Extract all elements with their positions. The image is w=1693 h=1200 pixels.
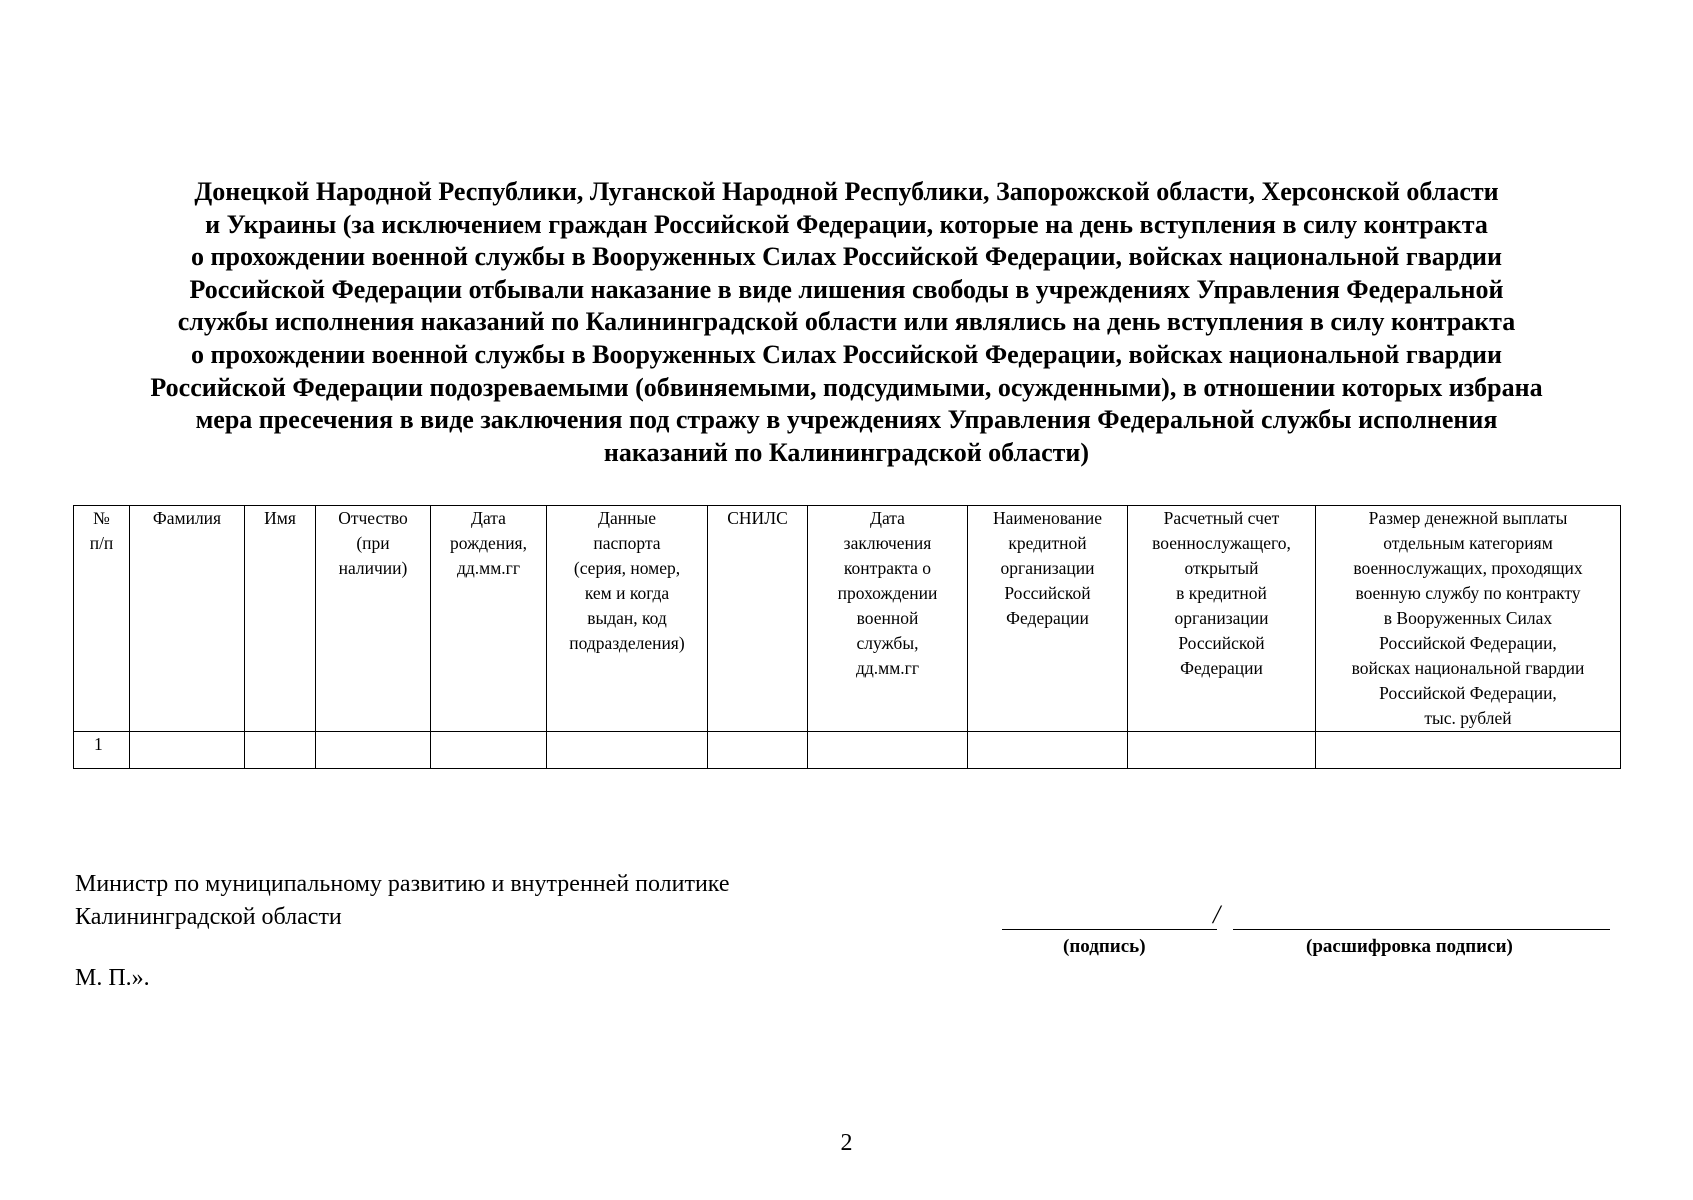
- col-header-snils: [708, 506, 808, 732]
- table-cell-patronymic: [316, 732, 431, 769]
- col-header-payment-amount: [1316, 506, 1621, 732]
- col-header-name-line-1: Имя: [264, 508, 296, 528]
- col-header-payment-amount-line-1: Размер денежной выплаты: [1368, 508, 1568, 528]
- table-cell-surname: [130, 732, 245, 769]
- col-header-payment-amount-line-7: войсках национальной гвардии: [1351, 658, 1585, 678]
- recipients-table: [73, 505, 1621, 769]
- col-header-account-line-1: Расчетный счет: [1163, 508, 1280, 528]
- col-header-passport-line-2: паспорта: [593, 533, 661, 553]
- col-header-contract-date-line-2: заключения: [843, 533, 932, 553]
- heading-line-5: службы исполнения наказаний по Калининградской области или являлись на день вступления в силу контракта: [177, 307, 1516, 337]
- col-header-payment-amount-line-4: военную службу по контракту: [1355, 583, 1581, 603]
- col-header-payment-amount-line-9: тыс. рублей: [1424, 708, 1512, 728]
- col-header-passport-line-5: выдан, код: [587, 608, 667, 628]
- table-cell-contract-date: [808, 732, 968, 769]
- heading-line-8: мера пресечения в виде заключения под стражу в учреждениях Управления Федеральной службы исполнения: [195, 405, 1498, 435]
- col-header-bank-name-line-4: Российской: [1004, 583, 1091, 603]
- table-cell-bank-name: [968, 732, 1128, 769]
- col-header-account-line-7: Федерации: [1180, 658, 1263, 678]
- signature-decode-line: [1233, 929, 1610, 930]
- heading-line-4: Российской Федерации отбывали наказание в виде лишения свободы в учреждениях Управления Федеральной: [189, 274, 1504, 304]
- heading-line-7: Российской Федерации подозреваемыми (обвиняемыми, подсудимыми, осужденными), в отношении которых избрана: [150, 372, 1543, 402]
- heading-line-6: о прохождении военной службы в Вооруженных Силах Российской Федерации, войсках национальной гвардии: [191, 339, 1502, 369]
- col-header-bank-name-line-5: Федерации: [1006, 608, 1089, 628]
- col-header-passport: [547, 506, 708, 732]
- table-cell-snils: [708, 732, 808, 769]
- table-cell-account: [1128, 732, 1316, 769]
- signature-separator: /: [1213, 900, 1221, 929]
- table-cell-number: [74, 732, 130, 769]
- heading-line-3: о прохождении военной службы в Вооруженных Силах Российской Федерации, войсках национальной гвардии: [191, 242, 1502, 272]
- col-header-account-line-6: Российской: [1178, 633, 1265, 653]
- col-header-patronymic-line-1: Отчество: [338, 508, 408, 528]
- signer-title-line-1: Министр по муниципальному развитию и внутренней политике: [75, 871, 730, 897]
- signature-decode-caption: (расшифровка подписи): [1306, 936, 1513, 957]
- col-header-payment-amount-line-5: в Вооруженных Силах: [1383, 608, 1553, 628]
- col-header-contract-date-line-5: военной: [856, 608, 919, 628]
- col-header-number: [74, 506, 130, 732]
- col-header-payment-amount-line-3: военнослужащих, проходящих: [1353, 558, 1583, 578]
- col-header-contract-date-line-3: контракта о: [843, 558, 932, 578]
- col-header-payment-amount-line-8: Российской Федерации,: [1379, 683, 1557, 703]
- col-header-birth-date-line-2: рождения,: [450, 533, 527, 553]
- col-header-payment-amount-line-2: отдельным категориям: [1383, 533, 1553, 553]
- table-cell-payment-amount: [1316, 732, 1621, 769]
- col-header-birth-date-line-1: Дата: [471, 508, 506, 528]
- table-header-row: [74, 506, 1621, 732]
- document-heading: [60, 176, 1633, 469]
- col-header-birth-date-line-3: дд.мм.гг: [456, 558, 521, 578]
- signer-title-line-2: Калининградской области: [75, 904, 342, 930]
- col-header-contract-date: [808, 506, 968, 732]
- heading-line-1: Донецкой Народной Республики, Луганской Народной Республики, Запорожской области, Херсонской области: [194, 177, 1499, 206]
- col-header-passport-line-4: кем и когда: [584, 583, 670, 603]
- heading-line-9: наказаний по Калининградской области): [603, 437, 1090, 467]
- col-header-bank-name-line-2: кредитной: [1008, 533, 1087, 553]
- col-header-bank-name: [968, 506, 1128, 732]
- col-header-account-line-2: военнослужащего,: [1152, 533, 1291, 553]
- col-header-contract-date-line-4: прохождении: [837, 583, 938, 603]
- col-header-patronymic-line-3: наличии): [338, 558, 408, 578]
- table-cell-birth-date: [431, 732, 547, 769]
- stamp-mark: М. П.».: [75, 965, 150, 991]
- col-header-passport-line-6: подразделения): [569, 633, 685, 653]
- col-header-bank-name-line-1: Наименование: [992, 508, 1103, 528]
- col-header-number-line-1: №: [93, 508, 110, 528]
- table-cell-passport: [547, 732, 708, 769]
- col-header-snils-line-1: СНИЛС: [727, 508, 788, 528]
- col-header-contract-date-line-6: службы,: [856, 633, 919, 653]
- col-header-bank-name-line-3: организации: [1000, 558, 1095, 578]
- signer-title: [75, 868, 730, 934]
- col-header-passport-line-1: Данные: [598, 508, 656, 528]
- col-header-surname-line-1: Фамилия: [152, 508, 222, 528]
- col-header-number-line-2: п/п: [89, 533, 114, 553]
- col-header-account: [1128, 506, 1316, 732]
- col-header-account-line-5: организации: [1174, 608, 1269, 628]
- col-header-account-line-3: открытый: [1184, 558, 1259, 578]
- col-header-payment-amount-line-6: Российской Федерации,: [1379, 633, 1557, 653]
- heading-line-2: и Украины (за исключением граждан Российской Федерации, которые на день вступления в силу контракта: [205, 209, 1488, 239]
- col-header-patronymic: [316, 506, 431, 732]
- col-header-birth-date: [431, 506, 547, 732]
- col-header-surname: [130, 506, 245, 732]
- table-cell-name: [245, 732, 316, 769]
- col-header-name: [245, 506, 316, 732]
- col-header-contract-date-line-7: дд.мм.гг: [855, 658, 920, 678]
- col-header-account-line-4: в кредитной: [1176, 583, 1267, 603]
- row-number-value: 1: [94, 734, 103, 754]
- col-header-passport-line-3: (серия, номер,: [573, 558, 681, 578]
- signature-caption: (подпись): [1063, 936, 1146, 957]
- col-header-patronymic-line-2: (при: [356, 533, 390, 553]
- col-header-contract-date-line-1: Дата: [870, 508, 905, 528]
- table-row: [74, 732, 1621, 769]
- page-number: 2: [840, 1130, 853, 1156]
- signature-line: [1002, 929, 1217, 930]
